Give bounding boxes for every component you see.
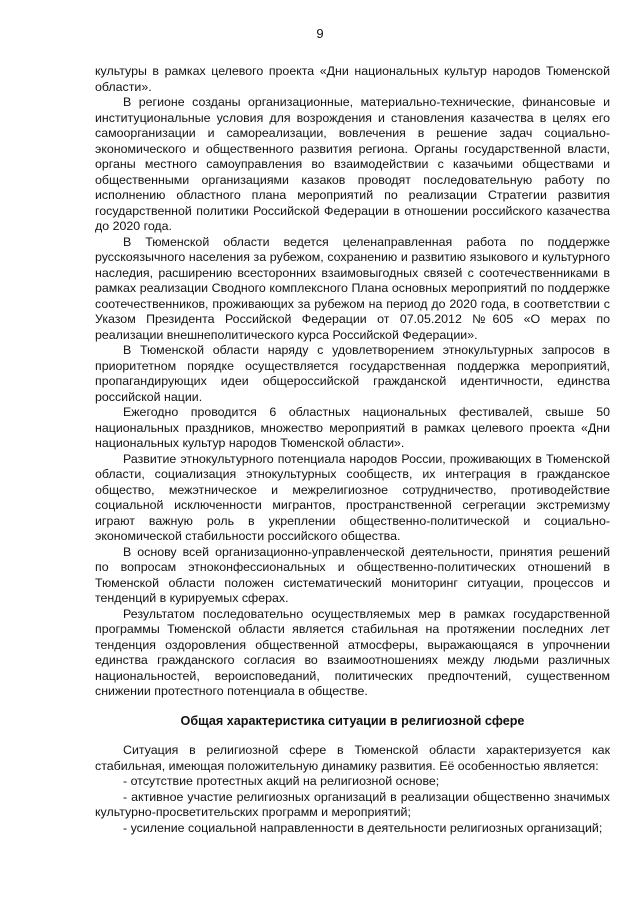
section-heading: Общая характеристика ситуации в религиозной сфере [180, 713, 525, 728]
list-item: - активное участие религиозных организаций в реализации общественно значимых культурно-просветительских программ и мероприятий; [95, 789, 610, 819]
paragraph-7: В основу всей организационно-управленческой деятельности, принятия решений по вопросам этноконфессиональных и общественно-политических отношений в Тюменской области положен систематический мониторинг ситуации, процессов и тенденций в курируемых сферах. [95, 544, 610, 605]
paragraph-6: Развитие этнокультурного потенциала народов России, проживающих в Тюменской области, социализация этнокультурных сообществ, их интеграция в гражданское общество, межэтническое и межрелигиозное сотрудничество, противодействие социальной исключенности мигрантов, пространственной сегрегации экстремизму играют важную роль в укреплении общественно-политической и социально-экономической стабильности российского общества. [95, 451, 610, 543]
list-item: - усиление социальной направленности в деятельности религиозных организаций; [123, 820, 603, 835]
paragraph-2: В регионе созданы организационные, материально-технические, финансовые и институциональные условия для возрождения и становления казачества в целях его самоорганизации и самореализации, вовлечения в решение задач социально-экономического и общественного развития региона. Органы государственной власти, органы местного самоуправления во взаимодействии с казачьими обществами и общественными организациями казаков проводят последовательную работу по исполнению областного плана мероприятий по реализации Стратегии развития государственной политики Российской Федерации в отношении российского казачества до 2020 года. [95, 95, 610, 233]
paragraph-5: Ежегодно проводится 6 областных национальных фестивалей, свыше 50 национальных праздников, множество мероприятий в рамках целевого проекта «Дни национальных культур народов Тюменской области». [95, 405, 610, 450]
paragraph-1: культуры в рамках целевого проекта «Дни национальных культур народов Тюменской области». [95, 64, 610, 94]
section-intro: Ситуация в религиозной сфере в Тюменской области характеризуется как стабильная, имеющая положительную динамику развития. Её особенностью является: [95, 743, 610, 773]
paragraph-3: В Тюменской области ведется целенаправленная работа по поддержке русскоязычного населения за рубежом, сохранению и развитию языкового и культурного наследия, расширению всесторонних взаимовыгодных связей с соотечественниками в рамках реализации Сводного комплексного Плана основных мероприятий по поддержке соотечественников, проживающих за рубежом на период до 2020 года, в соответствии с Указом Президента Российской Федерации от 07.05.2012 №605 «О мерах по реализации внешнеполитического курса Российской Федерации». [95, 234, 610, 342]
paragraph-4: В Тюменской области наряду с удовлетворением этнокультурных запросов в приоритетном порядке осуществляется государственная поддержка мероприятий, пропагандирующих идеи общероссийской гражданской идентичности, единства российской нации. [95, 343, 610, 404]
paragraph-8: Результатом последовательно осуществляемых мер в рамках государственной программы Тюменской области является стабильная на протяжении последних лет тенденция оздоровления общественной атмосферы, выражающаяся в упрочнении единства гражданского согласия во взаимоотношениях между людьми различных национальностей, вероисповеданий, политических предпочтений, существенном снижении протестного потенциала в обществе. [95, 606, 610, 698]
list-item: - отсутствие протестных акций на религиозной основе; [123, 774, 440, 788]
document-body [95, 64, 610, 836]
page-number: 9 [316, 26, 324, 41]
